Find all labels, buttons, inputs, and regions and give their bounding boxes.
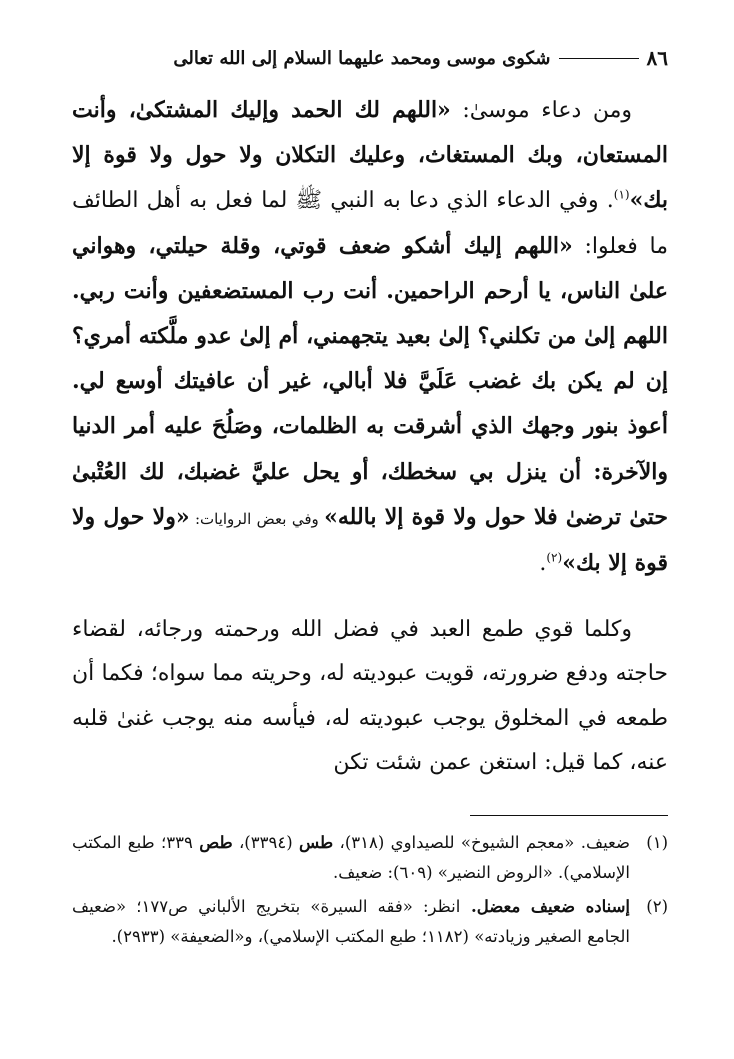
page-header	[72, 40, 668, 76]
variant-note: وفي بعض الروايات:	[189, 509, 325, 528]
footnote-source: (٣٣٩٤)،	[232, 833, 299, 852]
header-rule	[559, 58, 639, 59]
footnotes	[72, 828, 668, 956]
footnote-1	[72, 828, 668, 888]
footnote-separator	[470, 815, 668, 816]
paragraph-1	[72, 88, 668, 586]
taif-supplication: «اللهم إليك أشكو ضعف قوتي، وقلة حيلتي، وهواني علىٰ الناس، يا أرحم الراحمين. أنت رب المستضعفين وأنت ربي. اللهم إلىٰ من تكلني؟ إلىٰ بعيد يتجهمني، أم إلىٰ عدو ملَّكته أمري؟ إن لم يكن بك غضب عَلَيَّ فلا أبالي، غير أن عافيتك أوسع لي. أعوذ بنور وجهك الذي أشرقت به الظلمات، وصَلُحَ عليه أمر الدنيا والآخرة: أن ينزل بي سخطك، أو يحل عليَّ غضبك، لك العُتْبىٰ حتىٰ ترضىٰ فلا حول ولا قوة إلا بالله»	[72, 232, 669, 530]
footnote-number: (٢)	[646, 897, 668, 916]
p1-end: .	[539, 551, 547, 577]
footnote-source: «معجم الشيوخ» للصيداوي (٣١٨)،	[333, 833, 575, 852]
footnote-abbr: طس	[298, 833, 334, 852]
footnote-text	[72, 828, 630, 888]
footnote-source: انظر: «فقه السيرة» بتخريج الألباني ص١٧٧؛ «ضعيف الجامع الصغير وزيادته» (١١٨٢؛ طبع المكتب الإسلامي)، و«الضعيفة» (٢٩٣٣).	[72, 897, 630, 946]
musa-supplication: «اللهم لك الحمد وإليك المشتكىٰ، وأنت المستعان، وبك المستغاث، وعليك التكلان ولا حول ولا قوة إلا بك»	[72, 97, 668, 214]
footnote-2	[72, 892, 668, 952]
main-text	[72, 88, 668, 785]
paragraph-2: وكلما قوي طمع العبد في فضل الله ورحمته ورجائه، لقضاء حاجته ودفع ضرورته، قويت عبوديته له، وحريته مما سواه؛ فكما أن طمعه في المخلوق يوجب عبوديته له، فيأسه منه يوجب غنىٰ قلبه عنه، كما قيل: استغن عمن شئت تكن	[72, 617, 668, 775]
footnote-ref-2[interactable]: (٢)	[546, 550, 563, 565]
p1-mid: . وفي الدعاء الذي دعا به النبي ﷺ لما فعل به أهل الطائف ما فعلوا:	[72, 188, 669, 259]
p1-intro: ومن دعاء موسىٰ:	[450, 98, 632, 123]
footnote-ref-1[interactable]: (١)	[613, 188, 630, 203]
footnote-grade: ضعيف.	[574, 833, 631, 852]
footnote-source: ٣٣٩؛ طبع المكتب الإسلامي). «الروض النضير» (٦٠٩): ضعيف.	[72, 833, 630, 882]
footnote-text	[72, 892, 630, 952]
footnote-grade: إسناده ضعيف معضل.	[460, 897, 630, 916]
page-number: ٨٦	[646, 46, 668, 70]
running-title: شكوى موسى ومحمد عليهما السلام إلى الله تعالى	[173, 47, 551, 69]
footnote-number: (١)	[646, 833, 668, 852]
footnote-abbr: طص	[199, 833, 233, 852]
variant-quote: «ولا حول ولا قوة إلا بك»	[72, 503, 668, 577]
